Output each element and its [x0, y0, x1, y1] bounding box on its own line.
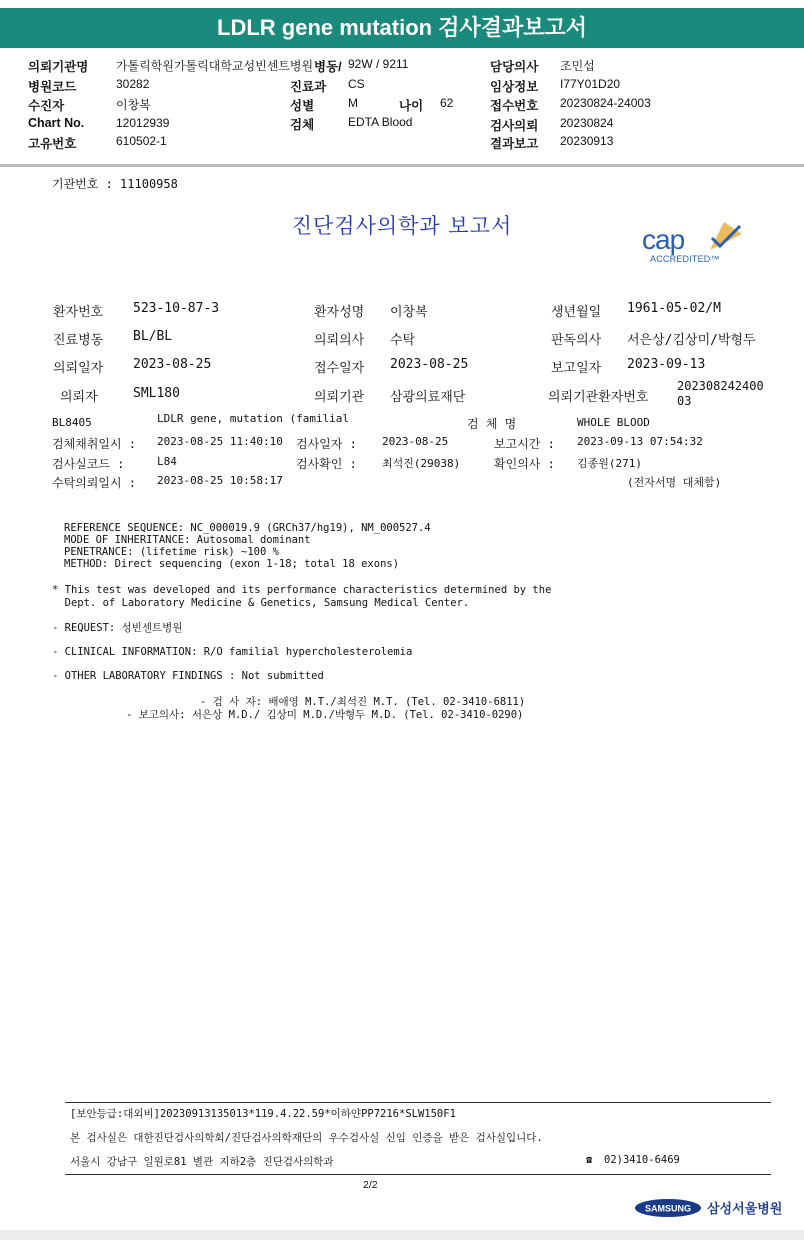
- header-value-chart-no: 12012939: [116, 116, 170, 130]
- cap-check-icon: [702, 220, 744, 254]
- exam-confirm-label: 검사확인 :: [296, 457, 357, 471]
- other-findings-line: - OTHER LABORATORY FINDINGS : Not submitted: [52, 670, 324, 682]
- electronic-signature-note: (전자서명 대체함): [627, 476, 722, 489]
- accept-time-label: 수탁의뢰일시 :: [52, 476, 137, 490]
- patient-value-request-date: 2023-08-25: [133, 357, 212, 372]
- room-code-label: 검사실코드 :: [52, 457, 125, 471]
- patient-label-id: 환자번호: [53, 305, 104, 320]
- header-value-patient: 이창복: [116, 98, 151, 112]
- patient-value-reading-doctor: 서은상/김상미/박형두: [627, 333, 756, 348]
- ref-line-sequence: REFERENCE SEQUENCE: NC_000019.9 (GRCh37/hg19), NM_000527.4: [64, 522, 431, 534]
- phone-number: 02)3410-6469: [604, 1154, 680, 1166]
- note-line-1: * This test was developed and its performance characteristics determined by the: [52, 584, 552, 596]
- security-line: [보안등급:대외비]20230913135013*119.4.22.59*이하얀PP7216*SLW150F1: [70, 1108, 456, 1120]
- samsung-logo-text: SAMSUNG: [644, 1203, 692, 1214]
- patient-label-reading-doctor: 판독의사: [551, 333, 602, 348]
- header-value-unique-no: 610502-1: [116, 134, 167, 148]
- header-label-sex: 성별: [290, 99, 315, 113]
- cap-accredited-logo: [640, 218, 750, 268]
- ref-line-penetrance: PENETRANCE: (lifetime risk) ~100 %: [64, 546, 279, 558]
- test-name: LDLR gene, mutation (familial: [157, 412, 350, 425]
- collect-value: 2023-08-25 11:40:10: [157, 435, 283, 448]
- report-time-value: 2023-09-13 07:54:32: [577, 435, 703, 448]
- exam-date-value: 2023-08-25: [382, 435, 449, 448]
- header-label-chart-no: Chart No.: [28, 116, 85, 130]
- header-label-accession: 접수번호: [490, 99, 539, 113]
- header-value-age: 62: [440, 96, 454, 110]
- cap-logo-text: cap: [642, 224, 685, 255]
- address-line: 서울시 강남구 일원로81 별관 지하2층 진단검사의학과: [70, 1156, 334, 1168]
- header-label-result-date: 결과보고: [490, 137, 539, 151]
- header-label-institution: 의뢰기관명: [28, 60, 89, 74]
- ref-line-method: METHOD: Direct sequencing (exon 1-18; total 18 exons): [64, 558, 400, 570]
- patient-label-receive-date: 접수일자: [314, 361, 365, 376]
- report-time-label: 보고시간 :: [494, 437, 555, 451]
- footer-divider-top: [65, 1102, 771, 1103]
- header-label-request-date: 검사의뢰: [490, 119, 539, 133]
- exam-confirm-value: 최석진(29038): [382, 457, 461, 470]
- patient-value-id: 523-10-87-3: [133, 301, 220, 316]
- header-label-department: 진료과: [290, 80, 327, 94]
- confirm-doctor-label: 확인의사 :: [494, 457, 555, 471]
- header-value-result-date: 20230913: [560, 134, 614, 148]
- accept-time-value: 2023-08-25 10:58:17: [157, 474, 283, 487]
- header-value-clinical-info: I77Y01D20: [560, 77, 621, 91]
- header-value-hospital-code: 30282: [116, 77, 150, 91]
- header-label-patient: 수진자: [28, 99, 65, 113]
- samsung-logo: [634, 1198, 702, 1218]
- header-label-specimen: 검체: [290, 118, 315, 132]
- patient-label-report-date: 보고일자: [551, 361, 602, 376]
- header-value-request-date: 20230824: [560, 116, 614, 130]
- bottom-margin: [0, 1230, 804, 1240]
- header-value-ward: 92W / 9211: [348, 57, 409, 71]
- patient-value-name: 이창복: [390, 305, 428, 320]
- header-label-doctor: 담당의사: [490, 60, 539, 74]
- exam-date-label: 검사일자 :: [296, 437, 357, 451]
- report-header-title: LDLR gene mutation 검사결과보고서: [0, 8, 804, 48]
- test-code: BL8405: [52, 416, 92, 429]
- patient-value-birth: 1961-05-02/M: [627, 301, 721, 316]
- clinical-info-line: - CLINICAL INFORMATION: R/O familial hypercholesterolemia: [52, 646, 413, 658]
- page-number: 2/2: [363, 1179, 378, 1191]
- cap-logo-subtext: ACCREDITED™: [650, 254, 720, 264]
- patient-label-ward: 진료병동: [53, 333, 104, 348]
- institution-number: 기관번호 : 11100958: [52, 177, 178, 191]
- patient-label-birth: 생년월일: [551, 305, 602, 320]
- patient-value-report-date: 2023-09-13: [627, 357, 706, 372]
- footer-divider-bottom: [65, 1174, 771, 1175]
- header-value-department: CS: [348, 77, 365, 91]
- certification-line: 본 검사실은 대한진단검사의학회/진단검사의학재단의 우수검사실 신임 인증을 받은 검사실입니다.: [70, 1132, 543, 1144]
- patient-label-name: 환자성명: [314, 305, 365, 320]
- header-value-doctor: 조민섭: [560, 59, 595, 73]
- patient-value-ref-doctor: 수탁: [390, 333, 416, 348]
- patient-label-request-date: 의뢰일자: [53, 361, 104, 376]
- header-divider: [0, 164, 804, 167]
- test-specimen-label: 검 체 명: [467, 417, 517, 431]
- header-label-unique-no: 고유번호: [28, 137, 77, 151]
- header-label-age: 나이: [399, 99, 424, 113]
- reporter-line: - 보고의사: 서은상 M.D./ 김상미 M.D./박형두 M.D. (Tel. 02-3410-0290): [126, 709, 524, 721]
- collect-label: 검체채취일시 :: [52, 437, 137, 451]
- patient-value-ref-patient-no: 20230824240003: [677, 379, 764, 408]
- header-label-clinical-info: 임상정보: [490, 80, 539, 94]
- ref-line-inheritance: MODE OF INHERITANCE: Autosomal dominant: [64, 534, 311, 546]
- note-line-2: Dept. of Laboratory Medicine & Genetics, Samsung Medical Center.: [52, 597, 470, 609]
- patient-value-ref-institution: 삼광의료재단: [390, 390, 466, 405]
- header-value-sex: M: [348, 96, 358, 110]
- patient-label-ref-institution: 의뢰기관: [314, 390, 365, 405]
- patient-label-requester: 의뢰자: [60, 390, 98, 405]
- phone-icon: ☎: [586, 1154, 593, 1166]
- request-line: - REQUEST: 성빈센트병원: [52, 622, 183, 634]
- header-value-accession: 20230824-24003: [560, 96, 651, 110]
- hospital-name: 삼성서울병원: [707, 1202, 783, 1217]
- header-value-specimen: EDTA Blood: [348, 115, 413, 129]
- header-label-hospital-code: 병원코드: [28, 80, 77, 94]
- patient-value-requester: SML180: [133, 386, 180, 401]
- confirm-doctor-value: 김종원(271): [577, 457, 642, 470]
- examiner-line: - 검 사 자: 배애영 M.T./최석진 M.T. (Tel. 02-3410-6811): [200, 696, 526, 708]
- patient-value-ward: BL/BL: [133, 329, 173, 344]
- header-label-ward: 병동/: [314, 57, 342, 75]
- header-value-institution: 가톨릭학원가톨릭대학교성빈센트병원: [116, 59, 314, 73]
- test-specimen-value: WHOLE BLOOD: [577, 416, 650, 429]
- report-title: 진단검사의학과 보고서: [291, 214, 513, 238]
- room-code-value: L84: [157, 455, 177, 468]
- patient-label-ref-doctor: 의뢰의사: [314, 333, 365, 348]
- patient-value-receive-date: 2023-08-25: [390, 357, 469, 372]
- patient-label-ref-patient-no: 의뢰기관환자번호: [548, 390, 649, 405]
